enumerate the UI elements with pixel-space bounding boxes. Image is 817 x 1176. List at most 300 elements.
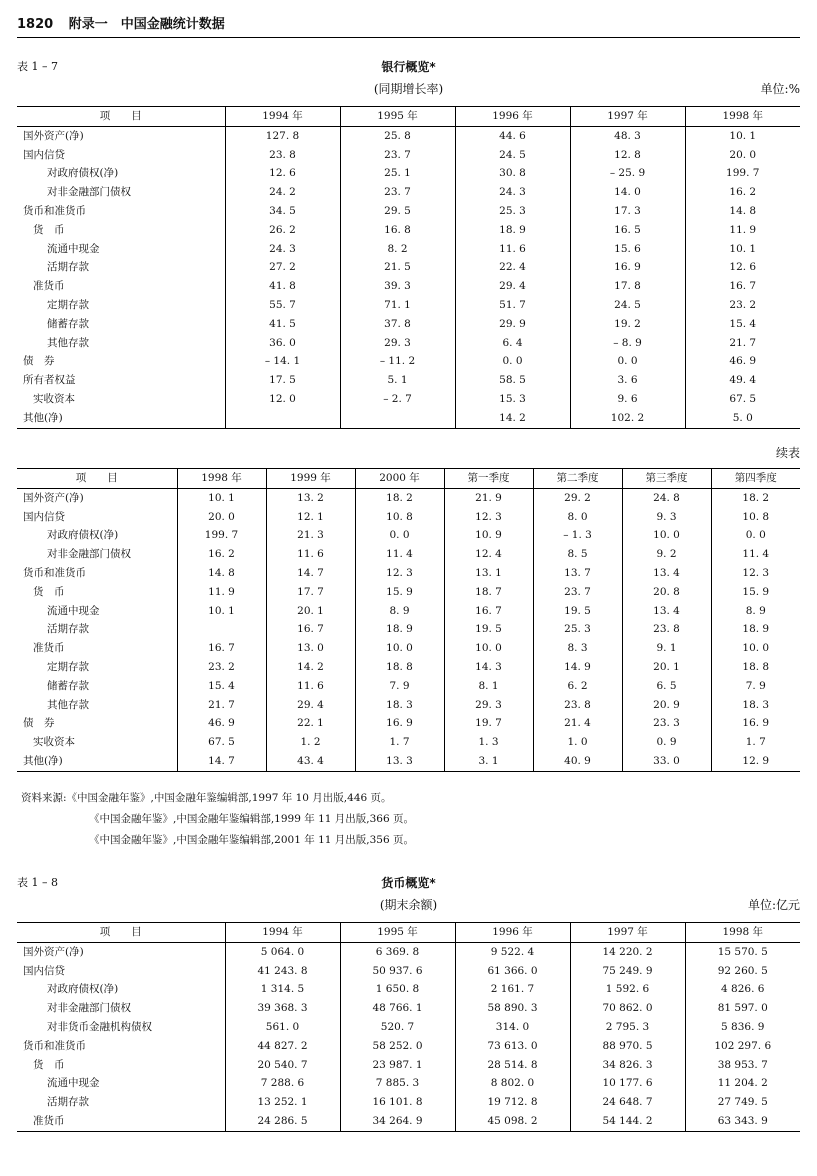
table-cell: 45 098. 2 xyxy=(455,1112,570,1131)
table-row xyxy=(17,545,800,564)
table-cell: 20. 1 xyxy=(622,658,711,677)
table-cell: 12. 3 xyxy=(711,564,800,583)
table-cell: 27 749. 5 xyxy=(685,1093,800,1112)
table-cell: 11. 6 xyxy=(266,545,355,564)
table-cell: 10. 1 xyxy=(177,488,266,507)
table-cell: 10 177. 6 xyxy=(570,1074,685,1093)
table-unit: 单位:% xyxy=(760,82,800,96)
table-cell: 2 795. 3 xyxy=(570,1018,685,1037)
table-row xyxy=(17,296,800,315)
table-cell: 12. 6 xyxy=(685,258,800,277)
table-cell: 11. 4 xyxy=(711,545,800,564)
column-header: 1994 年 xyxy=(225,107,340,127)
table-cell: 13. 1 xyxy=(444,564,533,583)
table-cell: 41. 5 xyxy=(225,315,340,334)
table-row xyxy=(17,1093,800,1112)
table-cell xyxy=(340,409,455,428)
row-label: 对非金融部门债权 xyxy=(47,548,131,561)
table-row xyxy=(17,221,800,240)
table-cell: 18. 2 xyxy=(355,488,444,507)
table-cell: 9 522. 4 xyxy=(455,942,570,961)
table-subtitle: (期末余额) xyxy=(379,898,438,912)
table-row xyxy=(17,488,800,507)
table-cell: 13. 0 xyxy=(266,639,355,658)
table-cell: 18. 3 xyxy=(355,696,444,715)
table-cell: 11. 6 xyxy=(455,240,570,259)
table-row xyxy=(17,202,800,221)
table-cell: 23. 8 xyxy=(622,620,711,639)
table-cell: 102 297. 6 xyxy=(685,1037,800,1056)
table-cell: 44 827. 2 xyxy=(225,1037,340,1056)
table-cell: 50 937. 6 xyxy=(340,962,455,981)
table-row xyxy=(17,126,800,145)
row-label: 实收资本 xyxy=(33,392,75,405)
table-label: 表 1 – 7 xyxy=(17,60,58,73)
column-header: 1995 年 xyxy=(340,107,455,127)
table-row xyxy=(17,526,800,545)
table-cell: 16. 2 xyxy=(177,545,266,564)
table-cell: 3. 6 xyxy=(570,371,685,390)
table-cell: 25. 8 xyxy=(340,126,455,145)
row-label: 债 券 xyxy=(23,717,55,730)
table-cell: 30. 8 xyxy=(455,164,570,183)
table-cell: 10. 1 xyxy=(685,240,800,259)
table-cell: 8. 9 xyxy=(355,602,444,621)
table-row xyxy=(17,733,800,752)
table-cell: 16. 5 xyxy=(570,221,685,240)
table-cell: 25. 3 xyxy=(455,202,570,221)
table-cell: 29. 4 xyxy=(455,277,570,296)
table-1-7 xyxy=(17,106,800,429)
row-label: 国内信贷 xyxy=(23,148,65,161)
row-label: 流通中现金 xyxy=(47,604,100,617)
column-header: 第四季度 xyxy=(711,469,800,489)
table-cell: 29. 5 xyxy=(340,202,455,221)
table-cell: 18. 9 xyxy=(455,221,570,240)
table-cell: 0. 0 xyxy=(455,352,570,371)
row-label: 对非货币金融机构债权 xyxy=(47,1020,152,1033)
table-cell: 36. 0 xyxy=(225,334,340,353)
table-row xyxy=(17,409,800,428)
table-row xyxy=(17,564,800,583)
table-cell: 20. 1 xyxy=(266,602,355,621)
table-cell: 22. 1 xyxy=(266,714,355,733)
table-cell: 1 592. 6 xyxy=(570,980,685,999)
table-cell: 27. 2 xyxy=(225,258,340,277)
column-header: 1998 年 xyxy=(685,107,800,127)
column-header: 1995 年 xyxy=(340,923,455,943)
table-cell: 12. 8 xyxy=(570,146,685,165)
table-cell: – 1. 3 xyxy=(533,526,622,545)
table-row xyxy=(17,334,800,353)
row-label: 准货币 xyxy=(33,642,65,655)
table-cell: 5 836. 9 xyxy=(685,1018,800,1037)
table-cell: 16. 9 xyxy=(711,714,800,733)
column-header: 1997 年 xyxy=(570,923,685,943)
table-cell: 11. 9 xyxy=(685,221,800,240)
row-label: 债 券 xyxy=(23,355,55,368)
table-row xyxy=(17,962,800,981)
table-cell: 21. 5 xyxy=(340,258,455,277)
table-row xyxy=(17,696,800,715)
table-cell: – 14. 1 xyxy=(225,352,340,371)
table-cell: 19. 5 xyxy=(444,620,533,639)
table-cell: 16. 9 xyxy=(355,714,444,733)
table-cell: 13 252. 1 xyxy=(225,1093,340,1112)
table-cell: 29. 9 xyxy=(455,315,570,334)
table-cell: 6. 2 xyxy=(533,677,622,696)
table-cell: 54 144. 2 xyxy=(570,1112,685,1131)
table-cell: 16. 7 xyxy=(177,639,266,658)
table-cell: 8. 5 xyxy=(533,545,622,564)
table-cell: 23. 2 xyxy=(177,658,266,677)
table-cell: 10. 9 xyxy=(444,526,533,545)
table-row xyxy=(17,183,800,202)
row-label: 国内信贷 xyxy=(23,510,65,523)
table-cell: 12. 1 xyxy=(266,508,355,527)
table-cell: 48. 3 xyxy=(570,126,685,145)
table-cell: 18. 3 xyxy=(711,696,800,715)
table-cell: 24 286. 5 xyxy=(225,1112,340,1131)
table-cell: 0. 0 xyxy=(355,526,444,545)
table-cell: 10. 0 xyxy=(355,639,444,658)
table-cell: 14. 9 xyxy=(533,658,622,677)
sources-note xyxy=(21,788,414,851)
table-cell: 51. 7 xyxy=(455,296,570,315)
table-cell: 37. 8 xyxy=(340,315,455,334)
table-row xyxy=(17,258,800,277)
column-header: 项 目 xyxy=(17,923,225,943)
table-cell: 81 597. 0 xyxy=(685,999,800,1018)
row-label: 国外资产(净) xyxy=(23,491,84,504)
table-row xyxy=(17,620,800,639)
table-cell: 0. 0 xyxy=(570,352,685,371)
table-cell: 10. 0 xyxy=(444,639,533,658)
table-cell: 15. 3 xyxy=(455,390,570,409)
table-cell: 24. 2 xyxy=(225,183,340,202)
table-row xyxy=(17,602,800,621)
table-cell: 10. 1 xyxy=(177,602,266,621)
table-cell: 23. 7 xyxy=(533,583,622,602)
table-cell: 18. 7 xyxy=(444,583,533,602)
table-cell: 29. 3 xyxy=(444,696,533,715)
table-cell xyxy=(177,620,266,639)
table-cell: 8 802. 0 xyxy=(455,1074,570,1093)
page-header-title: 附录一 中国金融统计数据 xyxy=(68,17,225,32)
table-cell: 4 826. 6 xyxy=(685,980,800,999)
table-cell: 23. 3 xyxy=(622,714,711,733)
table-unit: 单位:亿元 xyxy=(747,898,800,912)
column-header: 1996 年 xyxy=(455,923,570,943)
table-cell: 199. 7 xyxy=(177,526,266,545)
row-label: 储蓄存款 xyxy=(47,679,89,692)
table-cell: 41 243. 8 xyxy=(225,962,340,981)
table-row xyxy=(17,1074,800,1093)
table-cell: 92 260. 5 xyxy=(685,962,800,981)
row-label: 货币和准货币 xyxy=(23,204,86,217)
row-label: 定期存款 xyxy=(47,660,89,673)
table-cell: 12. 0 xyxy=(225,390,340,409)
table-cell: 20. 0 xyxy=(685,146,800,165)
column-header: 第三季度 xyxy=(622,469,711,489)
table-cell: 22. 4 xyxy=(455,258,570,277)
row-label: 对政府债权(净) xyxy=(47,983,119,996)
table-cell: 12. 3 xyxy=(444,508,533,527)
table-cell: 15 570. 5 xyxy=(685,942,800,961)
table-cell: 8. 9 xyxy=(711,602,800,621)
table-cell: 13. 4 xyxy=(622,602,711,621)
source-line: 《中国金融年鉴》,中国金融年鉴编辑部,1999 年 11 月出版,366 页。 xyxy=(89,813,414,825)
table-cell: 6. 4 xyxy=(455,334,570,353)
table-cell: 15. 6 xyxy=(570,240,685,259)
table-cell: 16. 8 xyxy=(340,221,455,240)
table-cell: 29. 3 xyxy=(340,334,455,353)
table-cell: 39 368. 3 xyxy=(225,999,340,1018)
table-cell: 67. 5 xyxy=(685,390,800,409)
row-label: 实收资本 xyxy=(33,736,75,749)
table-cell: 14. 7 xyxy=(266,564,355,583)
table-title: 银行概览* xyxy=(381,60,436,74)
table-cell: 67. 5 xyxy=(177,733,266,752)
row-label: 准货币 xyxy=(33,280,65,293)
table-cell: 9. 3 xyxy=(622,508,711,527)
column-header: 项 目 xyxy=(17,107,225,127)
table-cell: 46. 9 xyxy=(685,352,800,371)
table-cell: 11 204. 2 xyxy=(685,1074,800,1093)
row-label: 货 币 xyxy=(33,585,65,598)
table-row xyxy=(17,714,800,733)
table-cell: 13. 4 xyxy=(622,564,711,583)
table-cell: 6 369. 8 xyxy=(340,942,455,961)
row-label: 活期存款 xyxy=(47,623,89,636)
table-cell: 19. 2 xyxy=(570,315,685,334)
table-label: 表 1 – 8 xyxy=(17,876,58,889)
row-label: 准货币 xyxy=(33,1114,65,1127)
table-cell: 13. 2 xyxy=(266,488,355,507)
table-cell: – 25. 9 xyxy=(570,164,685,183)
table-cell: 18. 8 xyxy=(355,658,444,677)
table-cell: 17. 8 xyxy=(570,277,685,296)
table-cell: 16 101. 8 xyxy=(340,1093,455,1112)
table-cell: 10. 0 xyxy=(711,639,800,658)
table-cell: 15. 9 xyxy=(355,583,444,602)
table-cell: 102. 2 xyxy=(570,409,685,428)
table-cell: 5. 1 xyxy=(340,371,455,390)
row-label: 其他存款 xyxy=(47,698,89,711)
table-cell: 14. 2 xyxy=(266,658,355,677)
table-cell: 14. 8 xyxy=(685,202,800,221)
table-cell: 16. 7 xyxy=(444,602,533,621)
table-cell: 38 953. 7 xyxy=(685,1056,800,1075)
table-cell: 561. 0 xyxy=(225,1018,340,1037)
table-row xyxy=(17,1056,800,1075)
table-row xyxy=(17,315,800,334)
row-label: 货币和准货币 xyxy=(23,1039,86,1052)
table-cell: 39. 3 xyxy=(340,277,455,296)
row-label: 其他存款 xyxy=(47,336,89,349)
table-cell: 7 885. 3 xyxy=(340,1074,455,1093)
table-cell: 23. 7 xyxy=(340,146,455,165)
table-cell: 28 514. 8 xyxy=(455,1056,570,1075)
table-cell: 23. 2 xyxy=(685,296,800,315)
row-label: 所有者权益 xyxy=(23,374,76,387)
table-cell: 19. 7 xyxy=(444,714,533,733)
table-cell: 13. 7 xyxy=(533,564,622,583)
table-cell: 17. 5 xyxy=(225,371,340,390)
table-cell: 23 987. 1 xyxy=(340,1056,455,1075)
table-cell: 24 648. 7 xyxy=(570,1093,685,1112)
column-header: 1998 年 xyxy=(685,923,800,943)
table-cell: 5 064. 0 xyxy=(225,942,340,961)
continued-label: 续表 xyxy=(775,446,800,460)
row-label: 其他(净) xyxy=(23,754,63,767)
column-header: 1997 年 xyxy=(570,107,685,127)
table-cell: 24. 5 xyxy=(455,146,570,165)
table-row xyxy=(17,352,800,371)
table-cell: 14. 0 xyxy=(570,183,685,202)
table-cell: 18. 9 xyxy=(711,620,800,639)
table-cell: 10. 1 xyxy=(685,126,800,145)
table-cell: 17. 7 xyxy=(266,583,355,602)
table-row xyxy=(17,164,800,183)
table-cell: 1. 7 xyxy=(355,733,444,752)
table-cell: 8. 3 xyxy=(533,639,622,658)
table-cell: 23. 7 xyxy=(340,183,455,202)
table-row xyxy=(17,508,800,527)
table-cell: 7 288. 6 xyxy=(225,1074,340,1093)
table-cell: 8. 2 xyxy=(340,240,455,259)
table-cell: 1. 7 xyxy=(711,733,800,752)
table-cell: 12. 6 xyxy=(225,164,340,183)
source-line: 《中国金融年鉴》,中国金融年鉴编辑部,2001 年 11 月出版,356 页。 xyxy=(89,834,414,846)
table-cell: 18. 2 xyxy=(711,488,800,507)
row-label: 国外资产(净) xyxy=(23,129,84,142)
row-label: 国外资产(净) xyxy=(23,945,84,958)
table-cell: 58 252. 0 xyxy=(340,1037,455,1056)
table-cell: 1 650. 8 xyxy=(340,980,455,999)
table-cell: 21. 7 xyxy=(685,334,800,353)
column-header: 2000 年 xyxy=(355,469,444,489)
table-cell: 3. 1 xyxy=(444,752,533,771)
page-number: 1820 xyxy=(17,17,54,32)
table-cell: 71. 1 xyxy=(340,296,455,315)
row-label: 流通中现金 xyxy=(47,242,100,255)
table-cell: 34 264. 9 xyxy=(340,1112,455,1131)
column-header: 项 目 xyxy=(17,469,177,489)
table-subtitle: (同期增长率) xyxy=(373,82,444,96)
table-1-7-continued xyxy=(17,468,800,772)
table-cell: – 2. 7 xyxy=(340,390,455,409)
table-cell: 70 862. 0 xyxy=(570,999,685,1018)
table-cell: 14. 3 xyxy=(444,658,533,677)
column-header: 第一季度 xyxy=(444,469,533,489)
table-cell: 14. 8 xyxy=(177,564,266,583)
row-label: 货 币 xyxy=(33,223,65,236)
row-label: 货币和准货币 xyxy=(23,566,86,579)
table-cell: 19 712. 8 xyxy=(455,1093,570,1112)
table-cell: 15. 4 xyxy=(177,677,266,696)
table-cell: 41. 8 xyxy=(225,277,340,296)
row-label: 流通中现金 xyxy=(47,1077,100,1090)
table-cell: 24. 5 xyxy=(570,296,685,315)
table-cell: 23. 8 xyxy=(225,146,340,165)
table-cell: 34 826. 3 xyxy=(570,1056,685,1075)
table-cell: 16. 9 xyxy=(570,258,685,277)
row-label: 对非金融部门债权 xyxy=(47,186,131,199)
table-1-8 xyxy=(17,922,800,1132)
table-cell: 9. 6 xyxy=(570,390,685,409)
table-cell: 29. 4 xyxy=(266,696,355,715)
table-cell: 21. 7 xyxy=(177,696,266,715)
table-cell: 63 343. 9 xyxy=(685,1112,800,1131)
table-cell: 46. 9 xyxy=(177,714,266,733)
table-cell: 11. 4 xyxy=(355,545,444,564)
table-cell: 8. 1 xyxy=(444,677,533,696)
table-cell: 58. 5 xyxy=(455,371,570,390)
column-header: 1999 年 xyxy=(266,469,355,489)
table-cell: 9. 2 xyxy=(622,545,711,564)
table-row xyxy=(17,980,800,999)
table-row xyxy=(17,146,800,165)
table-row xyxy=(17,371,800,390)
table-title: 货币概览* xyxy=(381,876,436,890)
table-row xyxy=(17,658,800,677)
table-row xyxy=(17,1037,800,1056)
table-cell: 24. 8 xyxy=(622,488,711,507)
table-cell: 2 161. 7 xyxy=(455,980,570,999)
table-cell: 61 366. 0 xyxy=(455,962,570,981)
table-cell: 23. 8 xyxy=(533,696,622,715)
table-cell: 21. 3 xyxy=(266,526,355,545)
table-cell: 33. 0 xyxy=(622,752,711,771)
table-cell: 29. 2 xyxy=(533,488,622,507)
table-cell: 24. 3 xyxy=(455,183,570,202)
column-header: 1998 年 xyxy=(177,469,266,489)
table-row xyxy=(17,277,800,296)
table-cell: 73 613. 0 xyxy=(455,1037,570,1056)
table-cell: 20 540. 7 xyxy=(225,1056,340,1075)
table-cell: 314. 0 xyxy=(455,1018,570,1037)
table-cell: 17. 3 xyxy=(570,202,685,221)
table-cell: 8. 0 xyxy=(533,508,622,527)
table-cell: 88 970. 5 xyxy=(570,1037,685,1056)
table-cell: 25. 3 xyxy=(533,620,622,639)
table-cell: 21. 4 xyxy=(533,714,622,733)
table-cell: 20. 9 xyxy=(622,696,711,715)
table-cell: 6. 5 xyxy=(622,677,711,696)
column-header: 1996 年 xyxy=(455,107,570,127)
table-cell: 10. 8 xyxy=(711,508,800,527)
table-cell: 11. 6 xyxy=(266,677,355,696)
table-cell: 199. 7 xyxy=(685,164,800,183)
table-cell: 12. 3 xyxy=(355,564,444,583)
row-label: 国内信贷 xyxy=(23,964,65,977)
table-row xyxy=(17,390,800,409)
table-cell: 49. 4 xyxy=(685,371,800,390)
table-cell: 9. 1 xyxy=(622,639,711,658)
table-cell: 21. 9 xyxy=(444,488,533,507)
table-cell: 55. 7 xyxy=(225,296,340,315)
table-cell: 14. 2 xyxy=(455,409,570,428)
table-row xyxy=(17,677,800,696)
table-cell: 15. 4 xyxy=(685,315,800,334)
table-row xyxy=(17,999,800,1018)
table-cell: 10. 0 xyxy=(622,526,711,545)
table-cell: 16. 7 xyxy=(685,277,800,296)
table-cell: – 8. 9 xyxy=(570,334,685,353)
table-cell: 0. 0 xyxy=(711,526,800,545)
table-cell: 24. 3 xyxy=(225,240,340,259)
